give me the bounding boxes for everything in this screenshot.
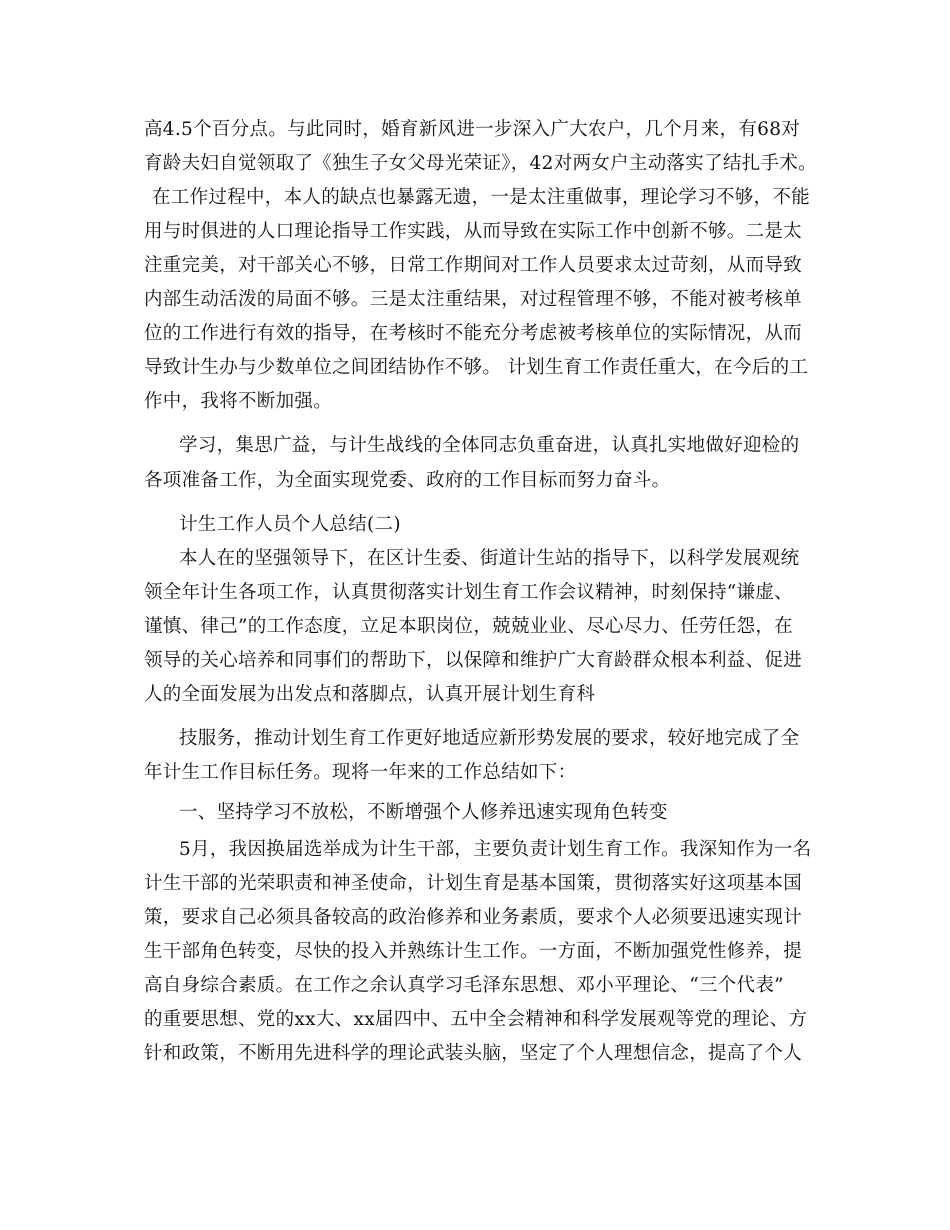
section-heading: 一、坚持学习不放松，不断增强个人修养迅速实现角色转变	[179, 802, 668, 823]
text-line: 在工作过程中，本人的缺点也暴露无遗，一是太注重做事，理论学习不够，不能	[152, 187, 811, 208]
text-line: 高4.5个百分点。与此同时，婚育新风进一步深入广大农户，几个月来，有68对	[144, 119, 801, 140]
text-line: 本人在的坚强领导下，在区计生委、街道计生站的指导下，以科学发展观统	[179, 548, 800, 569]
text-line: 注重完美，对干部关心不够，日常工作期间对工作人员要求太过苛刻，从而导致	[144, 255, 803, 276]
text-line: 针和政策，不断用先进科学的理论武装头脑，坚定了个人理想信念，提高了个人	[144, 1043, 803, 1064]
text-line: 各项准备工作，为全面实现党委、政府的工作目标而努力奋斗。	[144, 470, 671, 491]
text-line: 生干部角色转变，尽快的投入并熟练计生工作。一方面，不断加强党性修养，提	[144, 941, 803, 962]
text-line: 内部生动活泼的局面不够。三是太注重结果，对过程管理不够，不能对被考核单	[144, 289, 803, 310]
text-line: 育龄夫妇自觉领取了《独生子女父母光荣证》，42对两女户主动落实了结扎手术。	[144, 153, 817, 174]
text-line: 领导的关心培养和同事们的帮助下，以保障和维护广大育龄群众根本利益、促进	[144, 650, 803, 671]
text-line: 作中，我将不断加强。	[144, 391, 333, 412]
text-line: 高自身综合素质。在工作之余认真学习毛泽东思想、邓小平理论、“三个代表”	[144, 975, 784, 996]
text-line: 5月，我因换届选举成为计生干部，主要负责计划生育工作。我深知作为一名	[179, 839, 812, 860]
text-line: 计生干部的光荣职责和神圣使命，计划生育是基本国策，贯彻落实好这项基本国	[144, 873, 803, 894]
text-line: 人的全面发展为出发点和落脚点，认真开展计划生育科	[144, 684, 596, 705]
text-line: 用与时俱进的人口理论指导工作实践，从而导致在实际工作中创新不够。二是太	[144, 221, 803, 242]
text-line: 谨慎、律己”的工作态度，立足本职岗位，兢兢业业、尽心尽力、任劳任怨，在	[144, 616, 793, 637]
section-heading: 计生工作人员个人总结(二)	[179, 514, 401, 535]
text-line: 位的工作进行有效的指导，在考核时不能充分考虑被考核单位的实际情况，从而	[144, 323, 803, 344]
text-line: 策，要求自己必须具备较高的政治修养和业务素质，要求个人必须要迅速实现计	[144, 907, 803, 928]
text-line: 技服务，推动计划生育工作更好地适应新形势发展的要求，较好地完成了全	[179, 728, 800, 749]
text-line: 学习，集思广益，与计生战线的全体同志负重奋进，认真扎实地做好迎检的	[179, 435, 800, 456]
text-line: 的重要思想、党的xx大、xx届四中、五中全会精神和科学发展观等党的理论、方	[144, 1009, 808, 1030]
text-line: 领全年计生各项工作，认真贯彻落实计划生育工作会议精神，时刻保持“谦虚、	[144, 582, 793, 603]
text-line: 导致计生办与少数单位之间团结协作不够。 计划生育工作责任重大，在今后的工	[144, 357, 809, 378]
text-line: 年计生工作目标任务。现将一年来的工作总结如下：	[144, 762, 577, 783]
